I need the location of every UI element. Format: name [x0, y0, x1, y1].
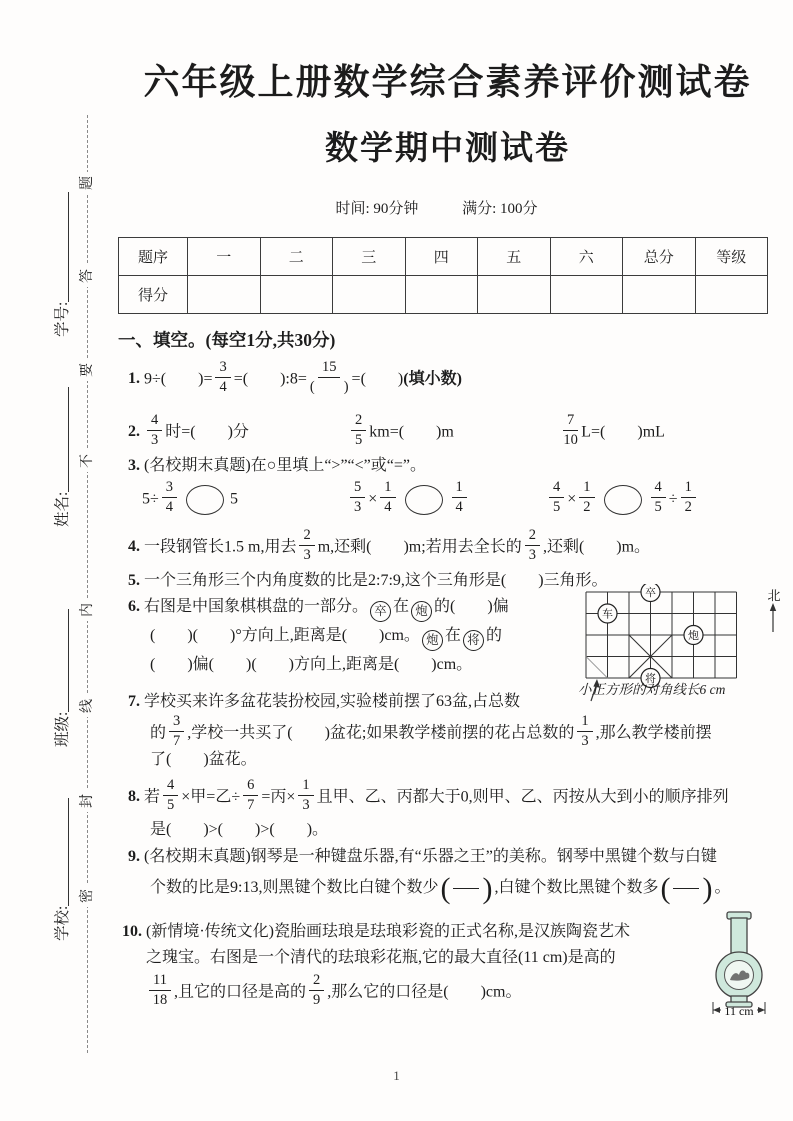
q7-text: 了( )盆花。 — [150, 751, 257, 768]
q10-text: 之瑰宝。右图是一个清代的珐琅彩花瓶,它的最大直径(11 cm)是高的 — [146, 949, 616, 966]
col-header: 三 — [333, 238, 406, 276]
seal-char: 封 — [79, 790, 96, 812]
q7-text: ,学校一共买了( )盆花;如果教学楼前摆的花占总数的 — [187, 724, 575, 742]
question-number: 3. — [128, 457, 140, 474]
chess-piece-zu — [641, 584, 660, 602]
school-label: 学校: — [54, 905, 71, 941]
q10-text: ,那么它的口径是( )cm。 — [327, 983, 522, 1001]
svg-text:卒: 卒 — [645, 587, 656, 599]
score-table-corner: 题序 — [119, 238, 188, 276]
comparison-circle — [604, 485, 642, 515]
seal-dashed-line — [87, 115, 88, 1053]
question-3 — [128, 456, 426, 476]
fraction: $\frac{4}{5}$ — [549, 480, 564, 515]
question-8-line2 — [150, 820, 328, 840]
q1-text: =( ):8= — [233, 370, 307, 388]
diameter-label: 11 cm — [724, 1004, 754, 1018]
fraction: $\frac{4}{5}$ — [163, 778, 178, 813]
fraction: $\frac{5}{3}$ — [350, 480, 365, 515]
col-header: 六 — [550, 238, 623, 276]
question-10-line2 — [146, 948, 616, 968]
q8-text: =丙× — [261, 788, 296, 806]
exam-subtitle: 数学期中测试卷 — [325, 129, 570, 166]
diameter-measure — [713, 1002, 765, 1018]
fraction: $\frac{2}{3}$ — [299, 528, 314, 563]
fraction: $\frac{1}{2}$ — [579, 480, 594, 515]
fraction: $\frac{3}{4}$ — [162, 480, 177, 515]
question-9-line2 — [150, 872, 731, 905]
fraction: $\frac{11}{18}$ — [149, 973, 171, 1008]
seal-char: 不 — [79, 450, 96, 472]
chess-piece-che — [598, 604, 617, 623]
question-number: 1. — [128, 370, 140, 388]
fraction: $\frac{4}{3}$ — [147, 413, 162, 448]
times-sign: × — [567, 490, 577, 508]
exam-info — [110, 197, 763, 218]
question-number: 10. — [122, 923, 142, 940]
col-header: 二 — [260, 238, 333, 276]
class-label: 班级: — [54, 711, 71, 747]
question-7-line3 — [150, 750, 257, 770]
fraction: $\frac{2}{3}$ — [525, 528, 540, 563]
circled-piece-jiang: 将 — [463, 630, 484, 651]
fraction: $\frac{6}{7}$ — [243, 778, 258, 813]
student-id-field — [50, 192, 72, 337]
section-1-heading: 一、填空。(每空1分,共30分) — [118, 330, 336, 350]
q10-text: ,且它的口径是高的 — [173, 983, 306, 1001]
q8-text: ×甲=乙÷ — [181, 788, 241, 806]
question-number: 9. — [128, 848, 140, 865]
q4-text: ,还剩( )m。 — [542, 538, 651, 556]
page-number: 1 — [393, 1068, 400, 1083]
fraction: $\frac{2}{5}$ — [351, 413, 366, 448]
fraction: $\frac{1}{4}$ — [452, 480, 467, 515]
score-cell — [333, 276, 406, 314]
question-6-line1 — [128, 597, 509, 622]
seal-char: 题 — [79, 172, 96, 194]
fraction: $\frac{1}{4}$ — [380, 480, 395, 515]
score-table-score-row — [119, 276, 768, 314]
q5-text: 一个三角形三个内角度数的比是2:7:9,这个三角形是( )三角形。 — [144, 572, 608, 589]
seal-char: 内 — [79, 599, 96, 621]
blank-fraction-bar — [453, 888, 479, 889]
times-sign: × — [368, 490, 378, 508]
q9-text: 个数的比是9:13,则黑键个数比白键个数少 — [150, 879, 439, 897]
chessboard-caption: 小正方形的对角线长6 cm — [578, 682, 726, 697]
col-header: 五 — [478, 238, 551, 276]
chess-piece-pao — [684, 626, 703, 645]
seal-char: 要 — [79, 359, 96, 381]
blank-fraction: ( ) — [660, 872, 713, 905]
score-cell — [623, 276, 696, 314]
col-header: 四 — [405, 238, 478, 276]
score-table-header-row — [119, 238, 768, 276]
score-table — [118, 237, 768, 314]
student-id-label: 学号: — [54, 301, 71, 337]
question-7-line2 — [150, 713, 712, 751]
circled-piece-pao: 炮 — [411, 601, 432, 622]
question-number: 8. — [128, 788, 140, 806]
score-cell — [260, 276, 333, 314]
comparison-circle — [186, 485, 224, 515]
q8-text: 且甲、乙、丙都大于0,则甲、乙、丙按从大到小的顺序排列 — [316, 788, 729, 806]
score-cell — [405, 276, 478, 314]
question-6-line3 — [150, 655, 472, 675]
question-3-expr3 — [546, 479, 699, 517]
fraction: $\frac{1}{2}$ — [681, 480, 696, 515]
q9-text: 。 — [714, 879, 731, 897]
vase-neck — [731, 918, 747, 953]
question-1 — [128, 359, 462, 397]
score-cell — [188, 276, 261, 314]
full-score: 满分: 100分 — [462, 201, 538, 217]
q6-text: 右图是中国象棋棋盘的一部分。 — [144, 598, 369, 615]
class-blank — [56, 609, 69, 712]
blank-fraction-bar — [673, 888, 699, 889]
svg-text:车: 车 — [602, 608, 613, 621]
score-cell — [550, 276, 623, 314]
score-row-header: 得分 — [119, 276, 188, 314]
q3-expr-text: 5 — [230, 490, 239, 508]
q7-text: 学校买来许多盆花装扮校园,实验楼前摆了63盆,占总数 — [144, 693, 521, 710]
question-10-line1 — [122, 922, 630, 942]
student-name-blank — [56, 387, 69, 492]
small-square-diagonal — [586, 657, 608, 679]
q3-text: (名校期末真题)在○里填上“>”“<”或“=”。 — [144, 457, 427, 474]
q2-text: km=( )m — [369, 423, 454, 441]
col-header: 一 — [188, 238, 261, 276]
q10-text: (新情境·传统文化)瓷胎画珐琅是珐琅彩瓷的正式名称,是汉族陶瓷艺术 — [146, 923, 630, 940]
circled-piece-zu: 卒 — [370, 601, 391, 622]
circled-piece-pao: 炮 — [422, 630, 443, 651]
question-2-part2 — [348, 412, 454, 450]
question-6-line2 — [150, 626, 502, 651]
fraction: $\frac{1}{3}$ — [298, 778, 313, 813]
fraction: $\frac{15}{( )}$ — [309, 359, 349, 396]
q4-text: m,还剩( )m;若用去全长的 — [317, 538, 522, 556]
question-2-part3 — [560, 412, 665, 450]
q6-text: 在 — [444, 627, 461, 644]
question-number: 7. — [128, 693, 140, 710]
q2-text: 时=( )分 — [165, 423, 249, 441]
seal-line — [79, 115, 95, 1053]
question-8-line1 — [128, 777, 729, 815]
question-3-expr2 — [347, 479, 470, 517]
school-field — [50, 798, 72, 941]
q8-text: 若 — [144, 788, 161, 806]
seal-char: 答 — [79, 265, 96, 287]
time-limit: 时间: 90分钟 — [335, 201, 419, 217]
q3-expr-text: 5÷ — [142, 490, 159, 508]
q4-text: 一段钢管长1.5 m,用去 — [144, 538, 297, 556]
col-header: 总分 — [623, 238, 696, 276]
vase-figure — [698, 906, 790, 1020]
q6-text: 在 — [393, 598, 410, 615]
question-number: 5. — [128, 572, 140, 589]
svg-text:将: 将 — [645, 673, 656, 685]
q7-text: ,那么教学楼前摆 — [595, 724, 712, 742]
q8-text: 是( )>( )>( )。 — [150, 821, 329, 838]
school-blank — [56, 798, 69, 906]
comparison-circle — [405, 485, 443, 515]
student-name-field — [50, 387, 72, 527]
student-id-blank — [56, 192, 69, 302]
q1-text: 9÷( )= — [144, 370, 213, 388]
blank-fraction: ( ) — [440, 872, 493, 905]
student-name-label: 姓名: — [54, 491, 71, 527]
divide-sign: ÷ — [668, 490, 678, 508]
q1-text: =( ) — [351, 370, 404, 388]
question-9-line1 — [128, 847, 717, 867]
q6-text: 的 — [485, 627, 502, 644]
north-arrow — [767, 588, 780, 632]
question-number: 6. — [128, 598, 140, 615]
question-number: 2. — [128, 423, 140, 441]
page-title: 六年级上册数学综合素养评价测试卷 — [143, 61, 752, 102]
question-5 — [128, 571, 608, 591]
seal-char: 线 — [79, 695, 96, 717]
question-2-part1 — [128, 412, 249, 450]
svg-text:北: 北 — [767, 588, 781, 603]
fraction: $\frac{1}{3}$ — [577, 714, 592, 749]
svg-text:炮: 炮 — [688, 630, 699, 642]
fraction: $\frac{2}{9}$ — [309, 973, 324, 1008]
class-field — [50, 609, 72, 747]
question-4 — [128, 527, 651, 565]
q6-text: 的( )偏 — [434, 598, 509, 615]
q9-text: ,白键个数比黑键个数多 — [494, 879, 659, 897]
question-7-line1 — [128, 692, 520, 712]
col-header: 等级 — [695, 238, 768, 276]
score-cell — [695, 276, 768, 314]
q6-text: ( )( )°方向上,距离是( )cm。 — [150, 627, 420, 644]
fraction: $\frac{4}{5}$ — [651, 480, 666, 515]
fraction: $\frac{7}{10}$ — [563, 412, 578, 449]
q6-text: ( )偏( )( )方向上,距离是( )cm。 — [150, 656, 473, 673]
question-3-expr1 — [142, 479, 239, 517]
q1-note: (填小数) — [403, 370, 462, 388]
q7-text: 的 — [150, 724, 167, 742]
q9-text: (名校期末真题)钢琴是一种键盘乐器,有“乐器之王”的美称。钢琴中黑键个数与白键 — [144, 848, 717, 865]
fraction: $\frac{3}{4}$ — [215, 360, 230, 395]
fraction: $\frac{3}{7}$ — [169, 714, 184, 749]
question-number: 4. — [128, 538, 140, 556]
question-10-line3 — [146, 972, 522, 1010]
score-cell — [478, 276, 551, 314]
seal-char: 密 — [79, 885, 96, 907]
q2-text: L=( )mL — [581, 423, 665, 441]
